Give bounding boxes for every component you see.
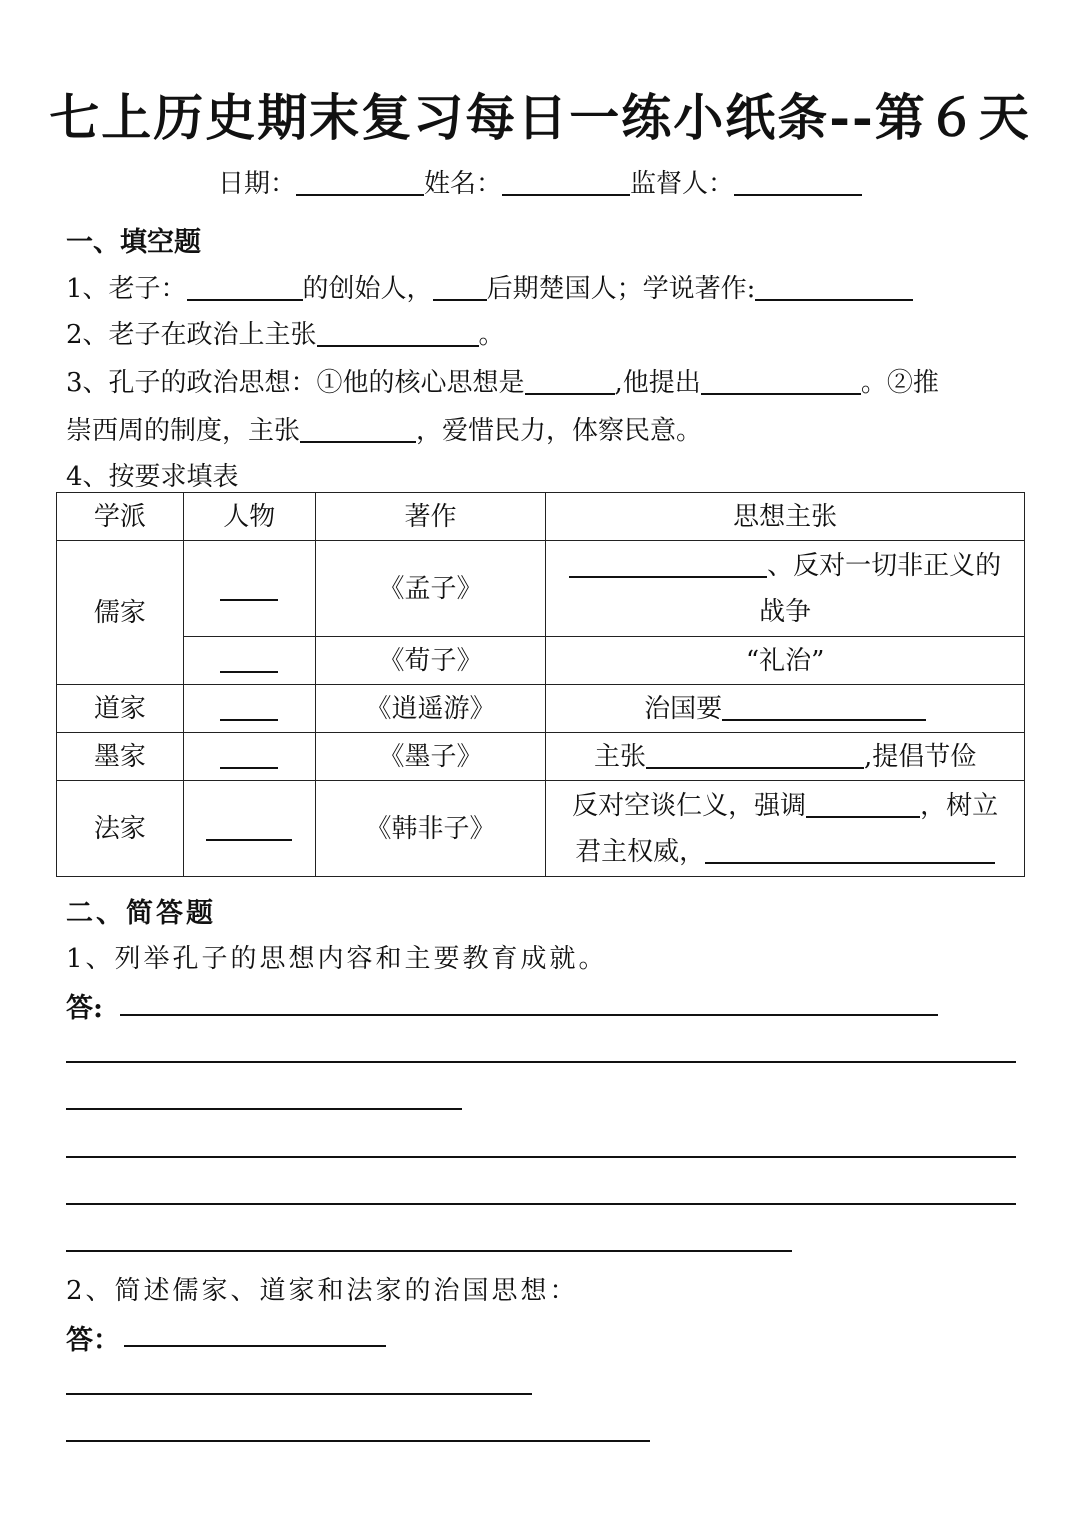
idea-blank-2[interactable] xyxy=(705,836,995,864)
q3-text-e: ，爱惜民力，体察民意。 xyxy=(416,416,703,446)
supervisor-label: 监督人： xyxy=(630,169,735,199)
idea-cell xyxy=(546,541,1025,637)
idea-text: 、反对一切非正义的 xyxy=(767,550,1002,581)
question-3-line1 xyxy=(66,362,939,399)
answer-line[interactable] xyxy=(120,1014,938,1016)
supervisor-field[interactable] xyxy=(734,168,862,196)
q1-blank-3[interactable] xyxy=(755,273,913,301)
work-hanfeizi: 《韩非子》 xyxy=(315,781,546,877)
q3-blank-3[interactable] xyxy=(300,415,416,443)
header-idea: 思想主张 xyxy=(546,493,1025,541)
answer-1-label: 答: xyxy=(66,993,103,1024)
school-fa: 法家 xyxy=(57,781,184,877)
answer-2-label: 答： xyxy=(66,1325,120,1356)
idea-text-2: ，树立 xyxy=(920,790,999,821)
idea-blank[interactable] xyxy=(806,790,920,818)
person-blank[interactable] xyxy=(183,781,315,877)
question-3-line2 xyxy=(66,410,702,447)
answer-line[interactable] xyxy=(66,1203,1016,1205)
idea-text: 主张 xyxy=(594,741,647,772)
idea-blank[interactable] xyxy=(646,741,864,769)
work-xiaoyaoyou: 《逍遥游》 xyxy=(315,685,546,733)
question-2 xyxy=(66,314,505,351)
person-blank[interactable] xyxy=(183,733,315,781)
header-work: 著作 xyxy=(315,493,546,541)
question-4: 4、按要求填表 xyxy=(66,462,239,492)
person-blank[interactable] xyxy=(183,637,315,685)
answer-line[interactable] xyxy=(124,1345,386,1347)
date-field[interactable] xyxy=(296,168,424,196)
idea-text-2: 战争 xyxy=(759,596,812,627)
school-dao: 道家 xyxy=(57,685,184,733)
q3-text-c: 。②推 xyxy=(860,368,939,398)
page-title: 七上历史期末复习每日一练小纸条--第６天 xyxy=(49,88,1031,147)
school-mo: 墨家 xyxy=(57,733,184,781)
q2-blank[interactable] xyxy=(317,319,479,347)
school-ru: 儒家 xyxy=(57,541,184,685)
q2-text-a: 2、老子在政治上主张 xyxy=(66,320,317,350)
table-row xyxy=(57,637,1025,685)
q3-text-a: 3、孔子的政治思想：①他的核心思想是 xyxy=(66,368,525,398)
table-row xyxy=(57,781,1025,877)
person-blank[interactable] xyxy=(183,541,315,637)
q2-text-b: 。 xyxy=(478,320,505,350)
short-question-2: 2、简述儒家、道家和法家的治国思想： xyxy=(66,1276,579,1306)
answer-line[interactable] xyxy=(66,1108,462,1110)
section2-heading: 二、简答题 xyxy=(66,898,216,929)
table-header-row xyxy=(57,493,1025,541)
q3-blank-1[interactable] xyxy=(525,367,615,395)
section1-heading: 一、填空题 xyxy=(66,227,201,258)
work-mengzi: 《孟子》 xyxy=(315,541,546,637)
work-xunzi: 《荀子》 xyxy=(315,637,546,685)
answer-line[interactable] xyxy=(66,1250,792,1252)
idea-text: 治国要 xyxy=(644,693,723,724)
table-row xyxy=(57,733,1025,781)
name-label: 姓名： xyxy=(423,169,502,199)
q3-blank-2[interactable] xyxy=(701,367,861,395)
work-mozi: 《墨子》 xyxy=(315,733,546,781)
idea-text-2: ,提倡节俭 xyxy=(864,741,977,772)
question-1 xyxy=(66,268,913,305)
table-row xyxy=(57,685,1025,733)
idea-cell xyxy=(546,781,1025,877)
answer-line[interactable] xyxy=(66,1061,1016,1063)
q1-text-c: 后期楚国人；学说著作: xyxy=(486,274,756,304)
header-school: 学派 xyxy=(57,493,184,541)
idea-lizhi: “礼治” xyxy=(546,637,1025,685)
idea-cell xyxy=(546,685,1025,733)
answer-line[interactable] xyxy=(66,1156,1016,1158)
header-person: 人物 xyxy=(183,493,315,541)
idea-text: 反对空谈仁义，强调 xyxy=(572,790,807,821)
q1-blank-1[interactable] xyxy=(187,273,303,301)
q3-text-d: 崇西周的制度，主张 xyxy=(66,416,301,446)
q3-text-b: ,他提出 xyxy=(614,368,701,398)
q1-blank-2[interactable] xyxy=(433,273,487,301)
idea-blank[interactable] xyxy=(569,550,767,578)
answer-line[interactable] xyxy=(66,1393,532,1395)
table-row xyxy=(57,541,1025,637)
idea-blank[interactable] xyxy=(722,693,926,721)
idea-cell xyxy=(546,733,1025,781)
answer-line[interactable] xyxy=(66,1440,650,1442)
schools-table xyxy=(56,492,1025,877)
q1-text-a: 1、老子： xyxy=(66,274,187,304)
short-question-1: 1、列举孔子的思想内容和主要教育成就。 xyxy=(66,944,608,974)
idea-text-3: 君主权威， xyxy=(575,836,706,867)
person-blank[interactable] xyxy=(183,685,315,733)
date-label: 日期： xyxy=(217,169,296,199)
header-info xyxy=(0,163,1080,200)
name-field[interactable] xyxy=(502,168,630,196)
q1-text-b: 的创始人， xyxy=(302,274,433,304)
